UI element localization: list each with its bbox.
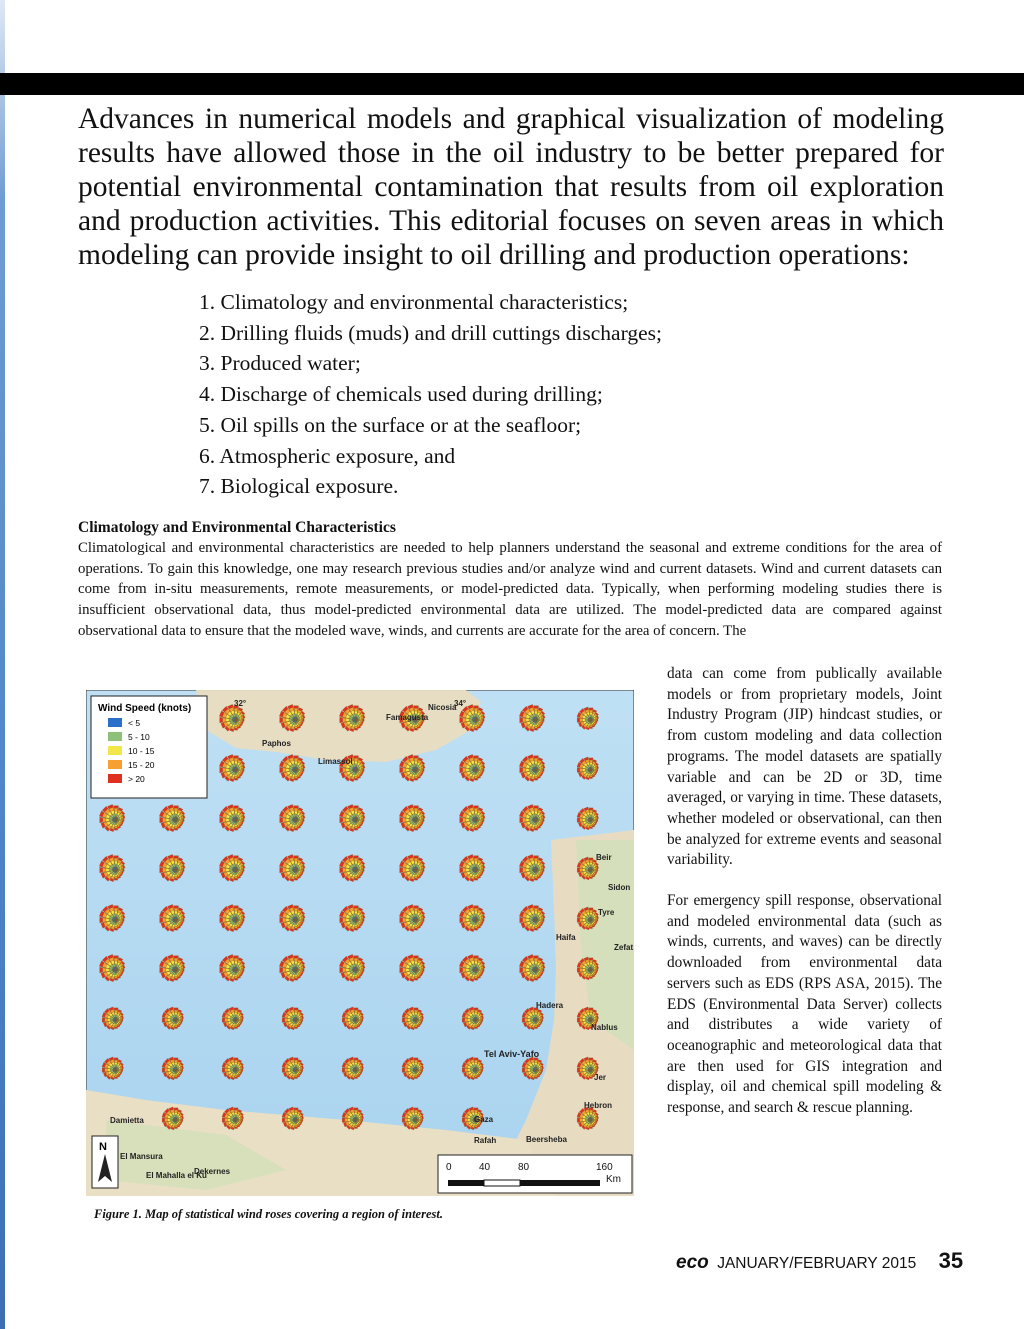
place-label: Nablus xyxy=(591,1023,618,1032)
header-bar xyxy=(0,73,1024,95)
place-label: Haifa xyxy=(556,933,576,942)
place-label: Limassol xyxy=(318,757,353,766)
scale-label: Km xyxy=(606,1174,621,1185)
column-paragraph: data can come from publically available models or from proprietary models, Joint Industry Program (JIP) hindcast studies, or from custom modeling and data collection programs. The model datasets are spatially variable and can be 2D or 3D, time averaged, or varying in time. These datasets, whether modeled or observational, can then be analyzed for extreme events and seasonal variability. xyxy=(667,665,942,869)
topic-item: 2. Drilling fluids (muds) and drill cuttings discharges; xyxy=(199,320,662,345)
issue-date: JANUARY/FEBRUARY 2015 xyxy=(717,1255,917,1272)
topic-item: 1. Climatology and environmental characteristics; xyxy=(199,290,629,314)
page-number: 35 xyxy=(938,1248,964,1273)
scale-bar xyxy=(438,1155,632,1193)
lat-label: 34° xyxy=(454,699,467,708)
legend-swatch xyxy=(108,746,122,755)
place-label: Gaza xyxy=(474,1115,494,1124)
topic-item: 4. Discharge of chemicals used during drilling; xyxy=(199,382,603,407)
wind-rose-map xyxy=(86,690,634,1196)
scale-bar-box xyxy=(438,1155,632,1193)
place-label: Beir xyxy=(596,853,612,862)
place-label: Nicosia xyxy=(428,703,457,712)
topic-item: 3. Produced water; xyxy=(199,351,361,376)
legend-label: > 20 xyxy=(128,774,145,784)
scale-label: 40 xyxy=(479,1162,491,1173)
place-label: Tyre xyxy=(598,908,615,917)
place-label: Famagusta xyxy=(386,713,429,722)
place-label: El Mahalla el Ku xyxy=(146,1171,207,1180)
intro-paragraph: Advances in numerical models and graphical visualization of modeling results have allowed those in the oil industry to be better prepared for potential environmental contamination that results from oil exploration and production activities. This editorial focuses on seven areas in which modeling can provide insight to oil drilling and production operations: xyxy=(78,103,944,271)
legend-label: 15 - 20 xyxy=(128,760,155,770)
place-label: Hadera xyxy=(536,1001,564,1010)
legend-swatch xyxy=(108,732,122,741)
topic-list xyxy=(199,287,662,502)
place-label: Jer xyxy=(594,1073,607,1082)
place-label: Rafah xyxy=(474,1136,497,1145)
legend-swatch xyxy=(108,774,122,783)
lat-label: 32° xyxy=(234,699,247,708)
legend-swatch xyxy=(108,718,122,727)
place-label: El Mansura xyxy=(120,1152,163,1161)
place-label: Zefat xyxy=(614,943,634,952)
page-edge-stripe xyxy=(0,0,5,1329)
page-footer xyxy=(676,1248,963,1274)
place-label: Damietta xyxy=(110,1116,144,1125)
section-heading: Climatology and Environmental Characteristics xyxy=(78,519,396,536)
wind-rose-map-figure xyxy=(86,690,634,1196)
right-text-column xyxy=(667,664,942,1119)
north-arrow xyxy=(92,1136,118,1188)
column-paragraph: For emergency spill response, observational and modeled environmental data (such as winds, currents, and waves) can be directly downloaded from environmental data servers such as EDS (RPS ASA, 2015). The EDS (Environmental Data Server) collects and distributes a wide variety of oceanographic and meteorological data that are then used for GIS integration and display, oil and chemical spill modeling & response, and search & rescue planning. xyxy=(667,892,942,1117)
place-label: Beersheba xyxy=(526,1135,567,1144)
topic-item: 5. Oil spills on the surface or at the seafloor; xyxy=(199,412,582,437)
topic-item: 6. Atmospheric exposure, and xyxy=(199,443,456,468)
magazine-logo: eco xyxy=(676,1252,709,1273)
north-label: N xyxy=(99,1141,107,1153)
legend-label: 10 - 15 xyxy=(128,746,155,756)
legend-label: < 5 xyxy=(128,718,141,728)
legend-label: 5 - 10 xyxy=(128,732,150,742)
topic-item: 7. Biological exposure. xyxy=(199,474,399,499)
scale-label: 0 xyxy=(446,1162,452,1173)
place-label: Tel Aviv-Yafo xyxy=(484,1049,540,1059)
place-label: Paphos xyxy=(262,739,291,748)
section-paragraph: Climatological and environmental characteristics are needed to help planners understand the seasonal and extreme conditions for the area of operations. To gain this knowledge, one may research previous studies and/or analyze wind and current datasets. Wind and current datasets can come from in-situ measurements, remote measurements, or model-predicted data. Typically, when performing modeling studies there is insufficient observational data, thus model-predicted environmental data are utilized. The model-predicted data are compared against observational data to ensure that the modeled wave, winds, and currents are accurate for the area of concern. The xyxy=(78,540,942,639)
scale-label: 80 xyxy=(518,1162,530,1173)
scale-segment xyxy=(448,1180,484,1186)
legend-swatch xyxy=(108,760,122,769)
map-legend xyxy=(91,696,207,798)
scale-label: 160 xyxy=(596,1162,613,1173)
legend-title: Wind Speed (knots) xyxy=(98,703,192,714)
place-label: Dekernes xyxy=(194,1167,231,1176)
place-label: Sidon xyxy=(608,883,631,892)
scale-segment xyxy=(484,1180,520,1186)
figure-caption: Figure 1. Map of statistical wind roses covering a region of interest. xyxy=(94,1207,443,1221)
scale-segment xyxy=(520,1180,600,1186)
place-label: Hebron xyxy=(584,1101,612,1110)
